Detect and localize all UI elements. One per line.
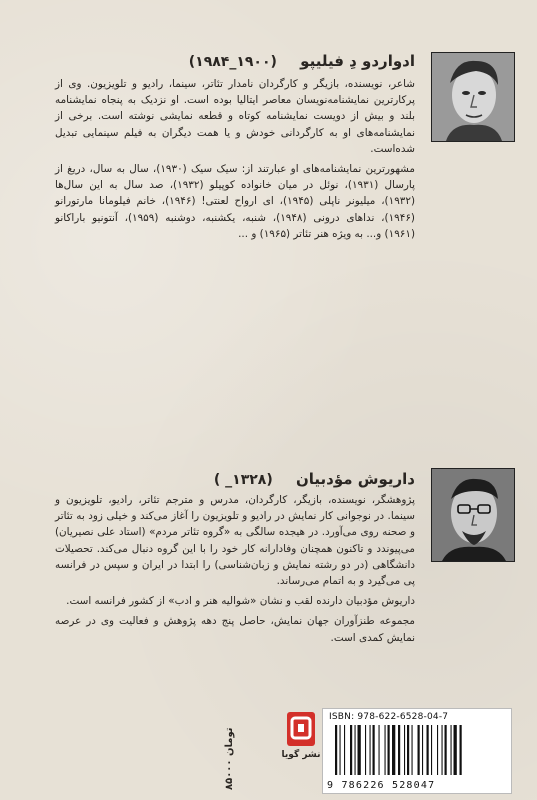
- author-portrait: [431, 52, 515, 142]
- works-paragraph: مشهورترین نمایشنامه‌های او عبارتند از: سیک سیک (۱۹۳۰)، سال به سال، دریغ از پارسال (۱۹۳۱)، نوئل در میان خانواده کوپیلو (۱۹۳۲)، صد سال به این سال‌ها (۱۹۳۲)، میلیونر ناپلی (۱۹۴۵)، ای ارواح لعنتی! (۱۹۴۶)، خانم فیلومانا مارتورانو (۱۹۴۶)، نداهای درونی (۱۹۴۸)، شنبه، یکشنبه، دوشنبه (۱۹۵۹)، آنتونیو باراکانو (۱۹۶۱) و... به ویژه هنر تئاتر (۱۹۶۵) و ...: [55, 163, 415, 240]
- barcode-bar: [370, 725, 371, 775]
- publisher-name: نشر گویا: [281, 750, 321, 760]
- barcode-bar: [379, 725, 380, 775]
- barcode-bar: [340, 725, 341, 775]
- barcode-bar: [355, 725, 356, 775]
- isbn-label: ISBN: 978-622-6528-04-7: [329, 712, 449, 722]
- barcode-bar: [442, 725, 443, 775]
- barcode-bar: [388, 725, 390, 775]
- barcode-bar: [412, 725, 413, 775]
- barcode-number: 9 786226 528047: [327, 780, 436, 791]
- bio-paragraph: شاعر، نویسنده، بازیگر و کارگردان نامدار تئاتر، سینما، رادیو و تلویزیون. وی از پرکارترین نمایشنامه‌نویسان معاصر ایتالیا بوده است. او نزدیک به پنجاه نمایشنامه بلند و بیش از دویست نمایشنامه کوتاه و قطعه نمایشی نوشته است. برخی از نمایشنامه‌های او به کارگردانی خودش و یا همت دیگران به فیلم سینمایی تبدیل شده‌است.: [55, 78, 415, 155]
- barcode-bar: [385, 725, 386, 775]
- barcode-bar: [418, 725, 420, 775]
- translator-title: [55, 470, 415, 488]
- barcode-bar: [454, 725, 457, 775]
- barcode-bar: [431, 725, 432, 775]
- barcode-bar: [451, 725, 452, 775]
- translator-name: داریوش مؤدبیان: [295, 470, 415, 488]
- author-name: ادواردو دِ فیلیپو: [300, 52, 415, 70]
- barcode-bar: [460, 725, 462, 775]
- author-bio: [55, 76, 415, 246]
- barcode-bar: [437, 725, 438, 775]
- author-title: [55, 52, 415, 70]
- barcode-bar: [373, 725, 375, 775]
- barcode-bar: [404, 725, 405, 775]
- barcode-bar: [392, 725, 395, 775]
- barcode-bar: [358, 725, 361, 775]
- barcode-bars: [335, 725, 501, 775]
- barcode: [322, 708, 512, 794]
- barcode-bar: [427, 725, 429, 775]
- collection-paragraph: مجموعه طنزآوران جهان نمایش، حاصل پنج دهه پژوهش و فعالیت وی در عرصه نمایش کمدی است.: [55, 615, 415, 644]
- barcode-bar: [350, 725, 352, 775]
- translator-years: (۱۳۲۸_ ): [213, 472, 273, 488]
- translator-portrait: [431, 468, 515, 562]
- publisher-logo-icon: [287, 712, 315, 746]
- barcode-bar: [344, 725, 345, 775]
- barcode-bar: [365, 725, 366, 775]
- barcode-bar: [398, 725, 400, 775]
- author-years: (۱۹۰۰_۱۹۸۴): [188, 54, 277, 70]
- barcode-bar: [335, 725, 337, 775]
- bio-paragraph: پژوهشگر، نویسنده، بازیگر، کارگردان، مدرس و مترجم تئاتر، رادیو، تلویزیون و سینما. در نوجوانی کار نمایش در رادیو و تلویزیون را آغاز می‌کند و خیلی زود به تئاتر و صحنه روی می‌آورد. در هیجده سالگی به «گروه تئاتر مردم» (استاد علی نصیریان) می‌پیوندد و تاکنون همچنان وفادارانه کار خود را با این گروه دنبال می‌کند. تحصیلات دانشگاهی (در دو رشته نمایش و زبان‌شناسی) را ابتدا در ایران و سپس در فرانسه پی می‌گیرد و به اتمام می‌رساند.: [55, 494, 415, 588]
- barcode-bar: [407, 725, 409, 775]
- back-cover-footer: [0, 700, 537, 800]
- price-label: ۸۵۰۰۰ تومان: [224, 727, 235, 790]
- award-paragraph: داریوش مؤدبیان دارنده لقب و نشان «شوالیه هنر و ادب» از کشور فرانسه است.: [66, 595, 415, 608]
- barcode-bar: [422, 725, 423, 775]
- barcode-bar: [445, 725, 447, 775]
- translator-bio: [55, 492, 415, 650]
